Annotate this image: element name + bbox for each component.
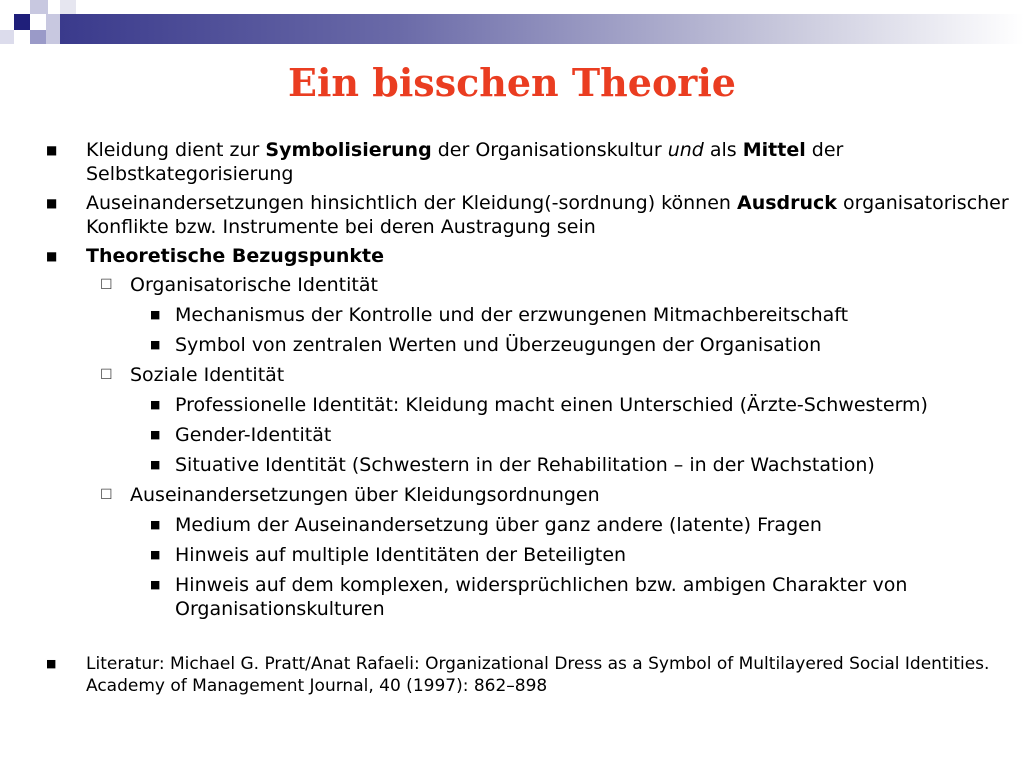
square-bullet-icon: ■ bbox=[46, 657, 57, 670]
sub-sub-bullet-text: Symbol von zentralen Werten und Überzeugungen der Organisation bbox=[175, 334, 822, 356]
bullet-text: der Selbstkategorisierung bbox=[86, 139, 844, 185]
sub-sub-bullet-item bbox=[0, 423, 1024, 447]
decorative-square bbox=[0, 30, 14, 44]
decorative-square bbox=[30, 30, 46, 44]
bullet-item bbox=[0, 191, 1024, 239]
sub-sub-bullet-text: Mechanismus der Kontrolle und der erzwungenen Mitmachbereitschaft bbox=[175, 304, 849, 326]
sub-sub-bullet-text: Gender-Identität bbox=[175, 424, 332, 446]
decorative-square bbox=[14, 14, 30, 30]
bullet-bold-text: Ausdruck bbox=[736, 192, 837, 214]
bullet-bold-text: Mittel bbox=[742, 139, 806, 161]
sub-sub-bullet-item bbox=[0, 333, 1024, 357]
sub-bullet-text: Auseinandersetzungen über Kleidungsordnungen bbox=[130, 484, 600, 506]
slide-title: Ein bisschen Theorie bbox=[288, 60, 736, 105]
square-bullet-icon: ■ bbox=[150, 458, 161, 471]
sub-bullet-text: Soziale Identität bbox=[130, 364, 285, 386]
bullet-bold-text: Symbolisierung bbox=[265, 139, 432, 161]
decorative-square bbox=[30, 0, 48, 14]
sub-bullet-item bbox=[0, 363, 1024, 387]
square-bullet-icon: ■ bbox=[46, 196, 58, 210]
square-bullet-icon: ■ bbox=[150, 518, 161, 531]
sub-sub-bullet-text: Professionelle Identität: Kleidung macht einen Unterschied (Ärzte-Schwesterm) bbox=[175, 394, 928, 416]
hollow-square-bullet-icon: ☐ bbox=[100, 367, 113, 383]
bullet-text: der Organisationskultur bbox=[431, 139, 668, 161]
square-bullet-icon: ■ bbox=[150, 548, 161, 561]
square-bullet-icon: ■ bbox=[46, 249, 58, 263]
square-bullet-icon: ■ bbox=[150, 428, 161, 441]
literature-text: Literatur: Michael G. Pratt/Anat Rafaeli: Organizational Dress as a Symbol of Multilayered Social Identities. Academy of Management Journal, 40 (1997): 862–898 bbox=[86, 654, 990, 696]
bullet-text: Auseinandersetzungen hinsichtlich der Kleidung(-sordnung) können bbox=[86, 192, 737, 214]
square-bullet-icon: ■ bbox=[46, 143, 58, 157]
sub-sub-bullet-text: Hinweis auf dem komplexen, widersprüchlichen bzw. ambigen Charakter von Organisationskulturen bbox=[175, 574, 908, 620]
hollow-square-bullet-icon: ☐ bbox=[100, 487, 113, 503]
sub-sub-bullet-item bbox=[0, 543, 1024, 567]
sub-sub-bullet-item bbox=[0, 453, 1024, 477]
square-bullet-icon: ■ bbox=[150, 398, 161, 411]
decorative-square bbox=[46, 30, 60, 44]
square-bullet-icon: ■ bbox=[150, 578, 161, 591]
bullet-bold-text: Theoretische Bezugspunkte bbox=[86, 245, 384, 267]
spacer bbox=[0, 627, 1024, 653]
sub-bullet-item bbox=[0, 273, 1024, 297]
sub-sub-bullet-text: Medium der Auseinandersetzung über ganz andere (latente) Fragen bbox=[175, 514, 822, 536]
bullet-text: als bbox=[703, 139, 743, 161]
header-gradient-bar bbox=[60, 14, 1024, 44]
sub-sub-bullet-text: Hinweis auf multiple Identitäten der Beteiligten bbox=[175, 544, 627, 566]
bullet-text: organisatorischer Konflikte bzw. Instrumente bei deren Austragung sein bbox=[86, 192, 1009, 238]
bullet-italic-text: und bbox=[667, 139, 704, 161]
bullet-list bbox=[0, 138, 1024, 702]
bullet-text: Kleidung dient zur bbox=[86, 139, 266, 161]
square-bullet-icon: ■ bbox=[150, 308, 161, 321]
square-bullet-icon: ■ bbox=[150, 338, 161, 351]
bullet-item bbox=[0, 138, 1024, 186]
sub-sub-bullet-item bbox=[0, 573, 1024, 621]
sub-bullet-item bbox=[0, 483, 1024, 507]
decorative-square bbox=[46, 14, 60, 30]
sub-sub-bullet-text: Situative Identität (Schwestern in der Rehabilitation – in der Wachstation) bbox=[175, 454, 875, 476]
sub-sub-bullet-item bbox=[0, 513, 1024, 537]
sub-bullet-text: Organisatorische Identität bbox=[130, 274, 378, 296]
hollow-square-bullet-icon: ☐ bbox=[100, 277, 113, 293]
sub-sub-bullet-item bbox=[0, 303, 1024, 327]
bullet-item bbox=[0, 244, 1024, 268]
decorative-square bbox=[60, 0, 76, 14]
literature-item bbox=[0, 653, 1024, 697]
sub-sub-bullet-item bbox=[0, 393, 1024, 417]
